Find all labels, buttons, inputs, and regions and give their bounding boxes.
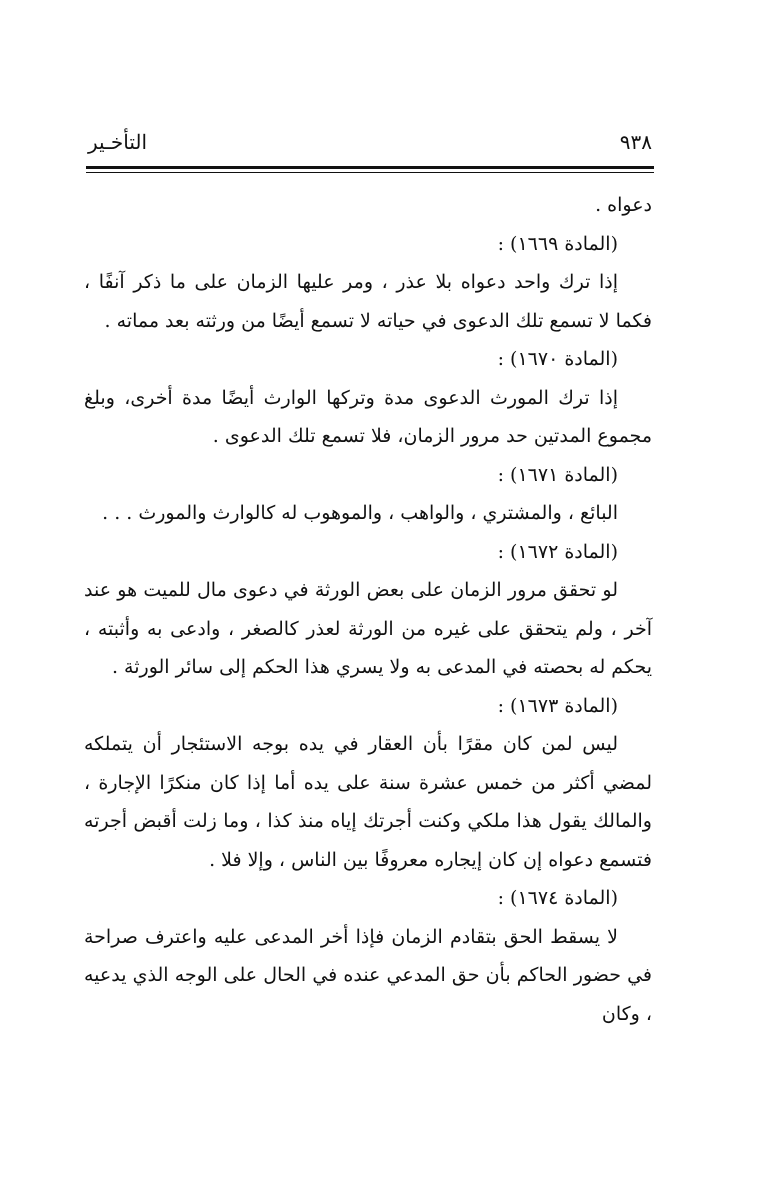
article-heading: (المادة ١٦٦٩) : [497,232,618,255]
article-paragraph: إذا ترك واحد دعواه بلا عذر ، ومر عليها الزمان على ما ذكر آنفًا ، فكما لا تسمع تلك الدعوى في حياته لا تسمع أيضًا من ورثته بعد مماته . [84,271,652,332]
article-paragraph: ليس لمن كان مقرًا بأن العقار في يده بوجه الاستئجار أن يتملكه لمضي أكثر من خمس عشرة سنة على يده أما إذا كان منكرًا الإجارة ، والمالك يقول هذا ملكي وكنت أجرتك إياه منذ كذا ، وما زلت أقبض أجرته فتسمع دعواه إن كان إيجاره معروفًا بين الناس ، وإلا فلا . [84,733,652,871]
article-heading: (المادة ١٦٧٣) : [497,694,618,717]
header-rule-thin [86,172,654,173]
running-title: التأخـير [88,130,148,154]
article-heading: (المادة ١٦٧٠) : [497,348,618,370]
article-paragraph: البائع ، والمشتري ، والواهب ، والموهوب له كالوارث والمورث . . . [102,502,618,524]
page-number: ٩٣٨ [619,130,652,154]
header-rule-thick [86,166,654,169]
body-text [84,186,652,1033]
article-paragraph: لا يسقط الحق بتقادم الزمان فإذا أخر المدعى عليه واعترف صراحة في حضور الحاكم بأن حق المدعي عنده في الحال على الوجه الذي يدعيه ، وكان [84,925,652,1025]
article-heading: (المادة ١٦٧٢) : [497,540,618,563]
article-paragraph: إذا ترك المورث الدعوى مدة وتركها الوارث أيضًا مدة أخرى، وبلغ مجموع المدتين حد مرور الزمان، فلا تسمع تلك الدعوى . [84,386,652,447]
article-paragraph: لو تحقق مرور الزمان على بعض الورثة في دعوى مال للميت هو عند آخر ، ولم يتحقق على غيره من الورثة لعذر كالصغر ، وادعى به وأثبته ، يحكم له بحصته في المدعى به ولا يسري هذا الحكم إلى سائر الورثة . [84,579,652,678]
article-heading: (المادة ١٦٧١) : [497,463,618,486]
page-header [88,126,652,160]
continuation-text: دعواه . [595,194,652,216]
article-heading: (المادة ١٦٧٤) : [497,887,618,909]
